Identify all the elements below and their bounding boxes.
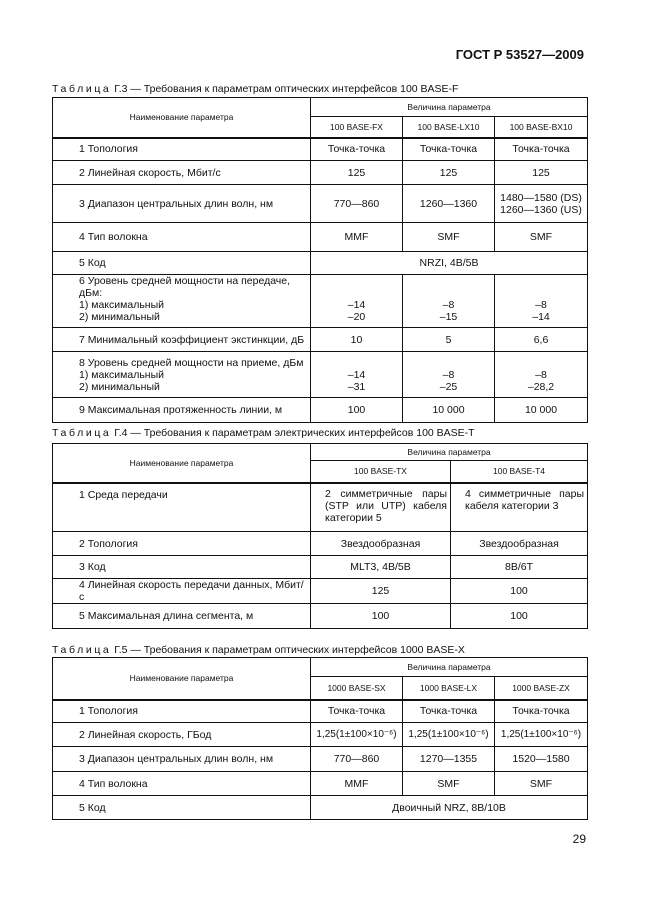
row-label: 3 Диапазон центральных длин волн, нм xyxy=(53,185,311,223)
column-header: 100 BASE-TX xyxy=(311,461,451,483)
cell: Звездообразная xyxy=(451,532,588,556)
cell: 770—860 xyxy=(311,747,403,772)
table-row xyxy=(53,398,588,423)
table-row xyxy=(53,483,588,532)
table-4 xyxy=(52,443,588,629)
column-header: 100 BASE-LX10 xyxy=(403,117,495,138)
row-label: 4 Тип волокна xyxy=(53,772,311,796)
cell: 1520—1580 xyxy=(495,747,588,772)
param-header: Наименование параметра xyxy=(53,98,311,138)
cell: 125 xyxy=(311,579,451,604)
table-row xyxy=(53,747,588,772)
row-label: 4 Линейная скорость передачи данных, Мбит/с xyxy=(53,579,311,604)
cell: 5 xyxy=(403,328,495,352)
cell: Двоичный NRZ, 8B/10B xyxy=(311,796,588,820)
row-label: 8 Уровень средней мощности на приеме, дБм 1) максимальный 2) минимальный xyxy=(53,352,311,398)
table-row xyxy=(53,796,588,820)
cell: 100 xyxy=(451,604,588,629)
row-label: 1 Среда передачи xyxy=(53,483,311,532)
value-header: Величина параметра xyxy=(311,658,588,677)
row-label: 5 Код xyxy=(53,252,311,275)
cell: NRZI, 4B/5B xyxy=(311,252,588,275)
value-header: Величина параметра xyxy=(311,98,588,117)
table-5-caption: Таблица Г.5 — Требования к параметрам оптических интерфейсов 1000 BASE-X xyxy=(52,644,465,656)
cell: SMF xyxy=(495,772,588,796)
table-row xyxy=(53,138,588,161)
cell: –14 –31 xyxy=(311,352,403,398)
row-label: 5 Максимальная длина сегмента, м xyxy=(53,604,311,629)
cell: 1,25(1±100×10⁻⁶) xyxy=(311,723,403,747)
cell: MMF xyxy=(311,772,403,796)
row-label: 1 Топология xyxy=(53,138,311,161)
cell: 1270—1355 xyxy=(403,747,495,772)
cell: 125 xyxy=(311,161,403,185)
row-label: 4 Тип волокна xyxy=(53,223,311,252)
value-header: Величина параметра xyxy=(311,444,588,461)
cell: 1260—1360 xyxy=(403,185,495,223)
cell: 8B/6T xyxy=(451,556,588,579)
cell: Точка-точка xyxy=(403,138,495,161)
cell: MMF xyxy=(311,223,403,252)
cell: 100 xyxy=(451,579,588,604)
param-header: Наименование параметра xyxy=(53,444,311,483)
table-row xyxy=(53,252,588,275)
column-header: 1000 BASE-LX xyxy=(403,677,495,700)
cell: SMF xyxy=(403,223,495,252)
column-header: 100 BASE-FX xyxy=(311,117,403,138)
table-row xyxy=(53,275,588,328)
table-3-caption: Таблица Г.3 — Требования к параметрам оптических интерфейсов 100 BASE-F xyxy=(52,83,459,95)
column-header: 1000 BASE-ZX xyxy=(495,677,588,700)
row-label: 2 Топология xyxy=(53,532,311,556)
table-row xyxy=(53,161,588,185)
table-row xyxy=(53,328,588,352)
cell: 770—860 xyxy=(311,185,403,223)
cell: –8 –15 xyxy=(403,275,495,328)
cell: Точка-точка xyxy=(311,138,403,161)
param-header: Наименование параметра xyxy=(53,658,311,700)
table-row xyxy=(53,723,588,747)
cell: 10 000 xyxy=(403,398,495,423)
cell: 100 xyxy=(311,398,403,423)
table-4-caption: Таблица Г.4 — Требования к параметрам электрических интерфейсов 100 BASE-T xyxy=(52,427,475,439)
cell: MLT3, 4B/5B xyxy=(311,556,451,579)
row-label: 3 Код xyxy=(53,556,311,579)
page-number: 29 xyxy=(572,832,586,846)
cell: 10 000 xyxy=(495,398,588,423)
table-row xyxy=(53,579,588,604)
column-header: 100 BASE-T4 xyxy=(451,461,588,483)
row-label: 9 Максимальная протяженность линии, м xyxy=(53,398,311,423)
table-row xyxy=(53,556,588,579)
cell: –8 –28,2 xyxy=(495,352,588,398)
cell: 4 симметричные пары кабеля категории 3 xyxy=(451,483,588,532)
cell: Точка-точка xyxy=(495,700,588,723)
table-3 xyxy=(52,97,588,423)
cell: Точка-точка xyxy=(403,700,495,723)
column-header: 100 BASE-BX10 xyxy=(495,117,588,138)
cell: –14 –20 xyxy=(311,275,403,328)
row-label: 5 Код xyxy=(53,796,311,820)
row-label: 1 Топология xyxy=(53,700,311,723)
table-row xyxy=(53,223,588,252)
cell: SMF xyxy=(403,772,495,796)
row-label: 2 Линейная скорость, Мбит/с xyxy=(53,161,311,185)
row-label: 7 Минимальный коэффициент экстинкции, дБ xyxy=(53,328,311,352)
table-row xyxy=(53,700,588,723)
cell: Точка-точка xyxy=(495,138,588,161)
cell: 125 xyxy=(403,161,495,185)
row-label: 2 Линейная скорость, ГБод xyxy=(53,723,311,747)
cell: SMF xyxy=(495,223,588,252)
cell: 6,6 xyxy=(495,328,588,352)
cell: –8 –14 xyxy=(495,275,588,328)
cell: 1,25(1±100×10⁻⁶) xyxy=(495,723,588,747)
cell: –8 –25 xyxy=(403,352,495,398)
cell: 10 xyxy=(311,328,403,352)
table-row xyxy=(53,185,588,223)
table-row xyxy=(53,352,588,398)
table-row xyxy=(53,604,588,629)
row-label: 6 Уровень средней мощности на передаче, дБм: 1) максимальный 2) минимальный xyxy=(53,275,311,328)
row-label: 3 Диапазон центральных длин волн, нм xyxy=(53,747,311,772)
table-row xyxy=(53,772,588,796)
cell: Звездообразная xyxy=(311,532,451,556)
document-code: ГОСТ Р 53527—2009 xyxy=(455,47,584,62)
cell: 1480—1580 (DS) 1260—1360 (US) xyxy=(495,185,588,223)
table-5 xyxy=(52,657,588,820)
cell: 2 симметричные пары (STP или UTP) кабеля категории 5 xyxy=(311,483,451,532)
table-row xyxy=(53,532,588,556)
cell: Точка-точка xyxy=(311,700,403,723)
column-header: 1000 BASE-SX xyxy=(311,677,403,700)
cell: 1,25(1±100×10⁻⁶) xyxy=(403,723,495,747)
cell: 125 xyxy=(495,161,588,185)
cell: 100 xyxy=(311,604,451,629)
